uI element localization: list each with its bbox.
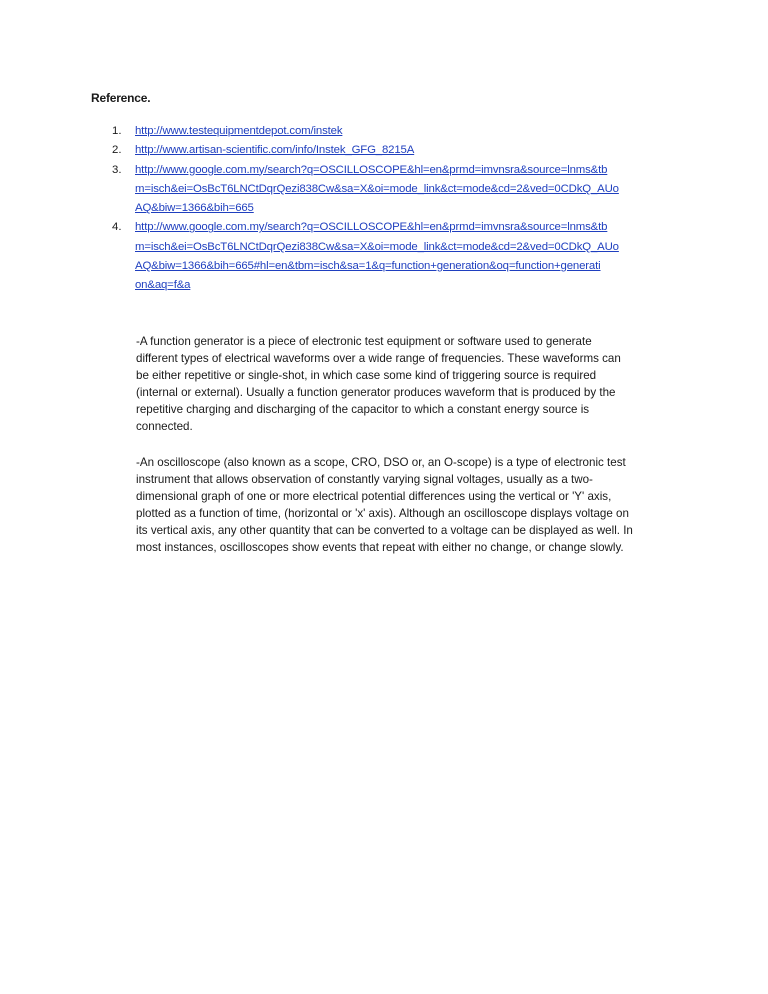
reference-link-3[interactable] (135, 161, 692, 219)
paragraph-line: be either repetitive or single-shot, in which case some kind of triggering source is required (136, 368, 597, 382)
paragraph-line: (internal or external). Usually a function generator produces waveform that is produced by the (136, 385, 616, 399)
paragraph-line: repetitive charging and discharging of the capacitor to which a constant energy source is (136, 402, 590, 416)
reference-item (112, 141, 692, 160)
paragraph-line: most instances, oscilloscopes show events that repeat with either no change, or change slowly. (136, 540, 624, 554)
paragraph-line: instrument that allows observation of constantly varying signal voltages, usually as a two- (136, 472, 593, 486)
reference-number: 4. (112, 221, 122, 234)
reference-link-1[interactable] (135, 122, 692, 141)
paragraph-line: different types of electrical waveforms over a wide range of frequencies. These waveforms can (136, 351, 621, 365)
paragraph-line: dimensional graph of one or more electrical potential differences using the vertical or 'Y' axis, (136, 489, 612, 503)
paragraph-line: -An oscilloscope (also known as a scope, CRO, DSO or, an O-scope) is a type of electronic test (136, 456, 626, 469)
oscilloscope-paragraph (136, 455, 684, 556)
paragraph-line: connected. (136, 419, 193, 433)
link-line: AQ&biw=1366&bih=665 (135, 202, 254, 215)
reference-list (112, 122, 692, 296)
paragraph-line: -A function generator is a piece of electronic test equipment or software used to generate (136, 335, 592, 348)
reference-item (112, 161, 692, 219)
reference-number: 3. (112, 163, 122, 176)
paragraph-line: plotted as a function of time, (horizontal or 'x' axis). Although an oscilloscope displays voltage on (136, 506, 629, 520)
link-line: http://www.testequipmentdepot.com/instek (135, 125, 343, 137)
reference-number: 1. (112, 125, 122, 137)
link-line: http://www.google.com.my/search?q=OSCILLOSCOPE&hl=en&prmd=imvnsra&source=lnms&tb (135, 221, 608, 234)
link-line: http://www.google.com.my/search?q=OSCILLOSCOPE&hl=en&prmd=imvnsra&source=lnms&tb (135, 163, 608, 176)
reference-item (112, 218, 692, 295)
paragraph-line: its vertical axis, any other quantity that can be converted to a voltage can be displayed as well. In (136, 523, 633, 537)
link-line: m=isch&ei=OsBcT6LNCtDqrQezi838Cw&sa=X&oi=mode_link&ct=mode&cd=2&ved=0CDkQ_AUo (135, 240, 619, 253)
reference-link-2[interactable] (135, 141, 692, 160)
link-line: http://www.artisan-scientific.com/info/Instek_GFG_8215A (135, 144, 415, 157)
reference-link-4[interactable] (135, 218, 692, 295)
reference-heading: Reference. (91, 91, 151, 105)
link-line: m=isch&ei=OsBcT6LNCtDqrQezi838Cw&sa=X&oi=mode_link&ct=mode&cd=2&ved=0CDkQ_AUo (135, 182, 619, 195)
function-generator-paragraph (136, 334, 684, 435)
reference-number: 2. (112, 144, 122, 157)
reference-item (112, 122, 692, 141)
link-line: on&aq=f&a (135, 279, 191, 292)
link-line: AQ&biw=1366&bih=665#hl=en&tbm=isch&sa=1&q=function+generation&oq=function+generati (135, 260, 601, 273)
